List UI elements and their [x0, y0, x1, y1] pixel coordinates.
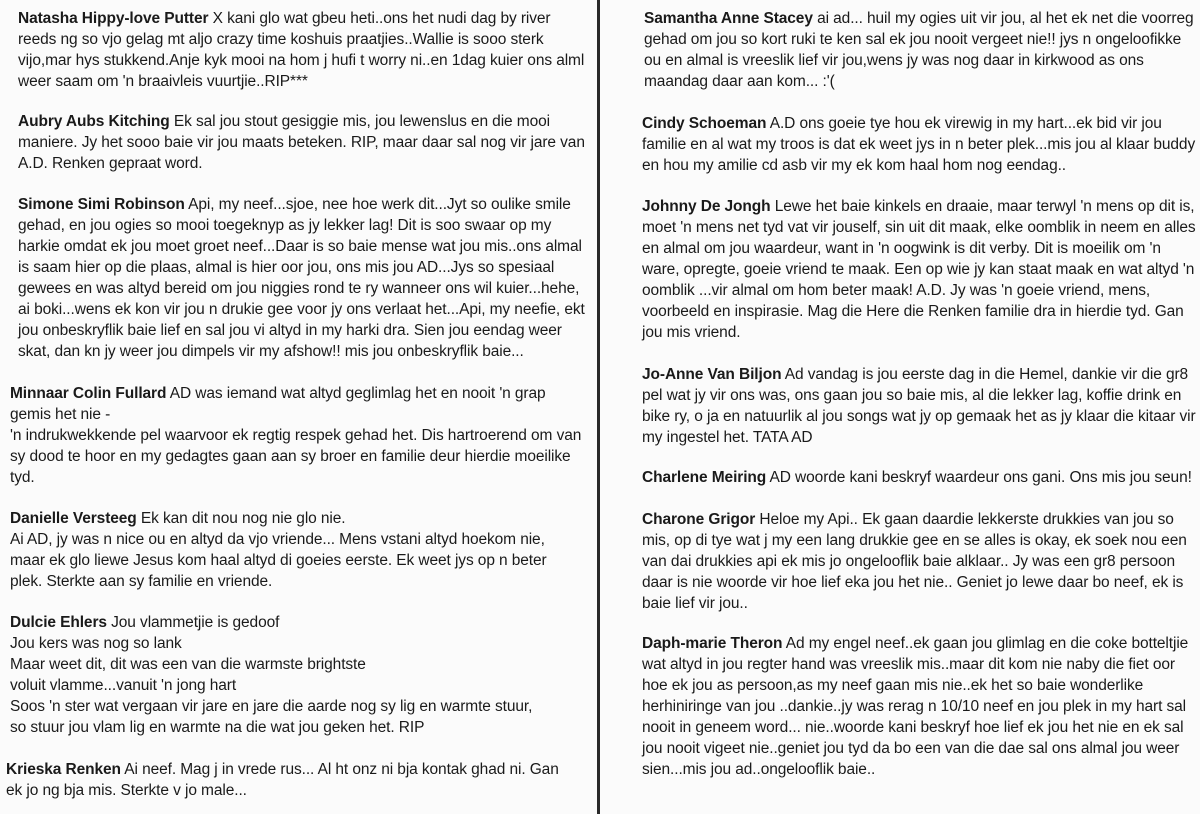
- entry-first-line: [10, 383, 581, 404]
- message-line: sien...mis jou ad..ongelooflik baie..: [642, 761, 876, 778]
- entry-first-line: [642, 467, 1192, 488]
- message-line: Maar weet dit, dit was een van die warmste brightste: [10, 656, 366, 673]
- message-line: herhiniringe van jou ..dankie..jy was rerag n 10/10 neef en jou plek in my hart sal: [642, 698, 1186, 715]
- tribute-entry: [18, 111, 585, 174]
- author-name: Krieska Renken: [6, 761, 121, 778]
- tribute-entry: [642, 113, 1195, 176]
- author-name: Aubry Aubs Kitching: [18, 113, 170, 130]
- entry-first-line: [18, 194, 585, 215]
- tribute-entry: [6, 759, 559, 801]
- tribute-entry: [642, 509, 1187, 614]
- author-name: Johnny De Jongh: [642, 198, 771, 215]
- message-line: van dai drukkies api ek mis jo ongelooflik baie alklaar.. Jy was een gr8 persoon: [642, 553, 1176, 570]
- author-name: Jo-Anne Van Biljon: [642, 366, 782, 383]
- message-line: sy dood te hoor en my gedagtes gaan aan sy broer en familie deur hierdie moeilike: [10, 448, 571, 465]
- message-text: A.D ons goeie tye hou ek virewig in my hart...ek bid vir jou: [769, 115, 1162, 132]
- message-line: ai boki...wens ek kon vir jou n drukie gee voor jy ons verlaat het...Api, my neefie, ekt: [18, 301, 585, 318]
- entry-first-line: [10, 612, 532, 633]
- message-line: baie lief vir jou..: [642, 595, 748, 612]
- tribute-entry: [18, 8, 584, 92]
- message-line: nooit in geneem word... nie..woorde kani beskryf hoe lief ek jou het nie en ek sal: [642, 719, 1184, 736]
- message-line: harkie omdat ek jou moet groet neef...Daar is so baie mense wat jou mis..ons almal: [18, 238, 582, 255]
- message-line: plek. Sterkte aan sy familie en vriende.: [10, 573, 273, 590]
- message-line: bike ry, o ja en natuurlik al jou songs wat jy op gemaak het as jy klaar die kitaar vir: [642, 408, 1196, 425]
- tribute-entry: [18, 194, 585, 362]
- message-text: Jou vlammetjie is gedoof: [111, 614, 280, 631]
- message-text: Ad vandag is jou eerste dag in die Hemel, dankie vir die gr8: [784, 366, 1189, 383]
- message-line: gehad, en jou ogies so mooi toegeknyp as jy lekker lag! Dit is soo swaar op my: [18, 217, 552, 234]
- message-text: Ad my engel neef..ek gaan jou glimlag en die coke botteltjie: [785, 635, 1189, 652]
- message-line: moet 'n mens net tyd vat vir jouself, sin uit dit maak, elke oomblik in neem en alles: [642, 219, 1196, 236]
- message-line: gewees en was altyd bereid om jou niggies rond te ry wanneer ons wil kuier...hehe,: [18, 280, 580, 297]
- message-line: voorbeeld en inspirasie. Mag die Here die Renken familie dra in hierdie tyd. Gan: [642, 303, 1184, 320]
- message-line: hoe ek jou as persoon,as my neef gaan mis nie..ek het so baie wonderlike: [642, 677, 1144, 694]
- message-text: Lewe het baie kinkels en draaie, maar terwyl 'n mens op dit is,: [774, 198, 1195, 215]
- message-line: en almal om jou waardeur, want in 'n oogwink is dit verby. Dit is moeilik om 'n: [642, 240, 1161, 257]
- entry-first-line: [18, 8, 584, 29]
- message-line: pel wat jy vir ons was, ons gaan jou so baie mis, al die lekker lag, koffie drink en: [642, 387, 1182, 404]
- message-line: weer saam om 'n braaivleis vuurtjie..RIP***: [18, 73, 308, 90]
- entry-first-line: [642, 509, 1187, 530]
- author-name: Cindy Schoeman: [642, 115, 767, 132]
- message-line: my ingestel het. TATA AD: [642, 429, 813, 446]
- message-line: vijo,mar hys stukkend.Anje kyk mooi na hom j hufi t worry ni..en 1dag kuier ons alml: [18, 52, 585, 69]
- message-line: reeds ng so vjo gelag mt aljo crazy time koshuis praatjies..Wallie is sooo sterk: [18, 31, 544, 48]
- tribute-entry: [642, 196, 1196, 343]
- message-text: Ai neef. Mag j in vrede rus... Al ht onz ni bja kontak ghad ni. Gan: [124, 761, 559, 778]
- entry-first-line: [18, 111, 585, 132]
- entry-first-line: [642, 633, 1188, 654]
- tribute-entry: [642, 633, 1188, 780]
- entry-first-line: [642, 113, 1195, 134]
- message-line: maar ek glo liewe Jesus kom haal altyd di goeies eerste. Ek weet jys op n beter: [10, 552, 547, 569]
- message-line: daar is nie woorde vir hoe lief eka jou het nie.. Geniet jo lewe daar bo neef, ek is: [642, 574, 1184, 591]
- message-line: ware, opregte, goeie vriend te maak. Een op wie jy kan staat maak en wat altyd 'n: [642, 261, 1195, 278]
- message-line: A.D. Renken gepraat word.: [18, 155, 203, 172]
- entry-first-line: [642, 364, 1196, 385]
- entry-first-line: [6, 759, 559, 780]
- author-name: Charone Grigor: [642, 511, 756, 528]
- entry-first-line: [644, 8, 1194, 29]
- message-line: skat, dan kn jy weer jou dimpels vir my afshow!! mis jou onbeskryflik baie...: [18, 343, 524, 360]
- message-line: ek jo ng bja mis. Sterkte v jo male...: [6, 782, 247, 799]
- message-line: oomblik ...vir almal om hom beter maak! A.D. Jy was 'n goeie vriend, mens,: [642, 282, 1151, 299]
- author-name: Natasha Hippy-love Putter: [18, 10, 209, 27]
- message-line: voluit vlamme...vanuit 'n jong hart: [10, 677, 237, 694]
- message-line: wat altyd in jou regter hand was vreeslik mis..maar dit kom nie naby die fiet oor: [642, 656, 1175, 673]
- message-text: Ek sal jou stout gesiggie mis, jou lewenslus en die mooi: [173, 113, 550, 130]
- tribute-entry: [642, 467, 1192, 488]
- message-line: maandag daar aan kom... :'(: [644, 73, 835, 90]
- message-text: Api, my neef...sjoe, nee hoe werk dit...Jyt so oulike smile: [188, 196, 571, 213]
- tribute-entry: [10, 383, 581, 488]
- message-line: en hou my amilie cd asb vir my ek kom haal hom nog eendag..: [642, 157, 1067, 174]
- message-line: so stuur jou vlam lig en warmte na die wat jou geken het. RIP: [10, 719, 425, 736]
- author-name: Simone Simi Robinson: [18, 196, 185, 213]
- author-name: Danielle Versteeg: [10, 510, 137, 527]
- author-name: Minnaar Colin Fullard: [10, 385, 167, 402]
- message-text: X kani glo wat gbeu heti..ons het nudi dag by river: [212, 10, 551, 27]
- message-line: 'n indrukwekkende pel waarvoor ek regtig respek gehad het. Dis hartroerend om van: [10, 427, 582, 444]
- message-line: is saam hier op die plaas, almal is hier oor jou, ons mis jou AD...Jys so spesiaal: [18, 259, 555, 276]
- message-line: jou mis vriend.: [642, 324, 741, 341]
- message-line: tyd.: [10, 469, 35, 486]
- author-name: Dulcie Ehlers: [10, 614, 107, 631]
- message-line: Soos 'n ster wat vergaan vir jare en jare die aarde nog sy lig en warmte stuur,: [10, 698, 533, 715]
- message-text: ai ad... huil my ogies uit vir jou, al het ek net die voorreg: [817, 10, 1194, 27]
- message-line: jou onbeskryflik baie lief en sal jou vi altyd in my harki dra. Sien jou eendag weer: [18, 322, 562, 339]
- page-fold-divider: [597, 0, 600, 814]
- message-line: Ai AD, jy was n nice ou en altyd da vjo vriende... Mens vstani altyd hoekom nie,: [10, 531, 545, 548]
- message-text: Ek kan dit nou nog nie glo nie.: [140, 510, 346, 527]
- message-line: jou nooit vigeet nie..geniet jou tyd da bo een van die dae sal ons almal jou weer: [642, 740, 1180, 757]
- entry-first-line: [10, 508, 547, 529]
- message-text: AD woorde kani beskryf waardeur ons gani. Ons mis jou seun!: [769, 469, 1192, 486]
- author-name: Daph-marie Theron: [642, 635, 783, 652]
- message-line: mis, op di tye wat j my een lang drukkie gee en se alles is okay, ek soek nou een: [642, 532, 1187, 549]
- message-line: ou en almal is vreeslik lief vir jou,wens jy was nog daar in kirkwood as ons: [644, 52, 1144, 69]
- tribute-entry: [642, 364, 1196, 448]
- author-name: Charlene Meiring: [642, 469, 767, 486]
- message-text: Heloe my Api.. Ek gaan daardie lekkerste drukkies van jou so: [759, 511, 1174, 528]
- tribute-entry: [644, 8, 1194, 92]
- author-name: Samantha Anne Stacey: [644, 10, 813, 27]
- message-line: familie en al wat my troos is dat ek weet jys in n beter plek...mis jou al klaar buddy: [642, 136, 1196, 153]
- message-line: gemis het nie -: [10, 406, 111, 423]
- message-text: AD was iemand wat altyd geglimlag het en nooit 'n grap: [169, 385, 546, 402]
- entry-first-line: [642, 196, 1196, 217]
- tribute-entry: [10, 508, 547, 592]
- message-line: Jou kers was nog so lank: [10, 635, 182, 652]
- message-line: maniere. Jy het sooo baie vir jou maats beteken. RIP, maar daar sal nog vir jare van: [18, 134, 585, 151]
- tribute-entry: [10, 612, 532, 738]
- message-line: gehad om jou so kort ruki te ken sal ek jou nooit vergeet nie!! jys n ongeloofikke: [644, 31, 1182, 48]
